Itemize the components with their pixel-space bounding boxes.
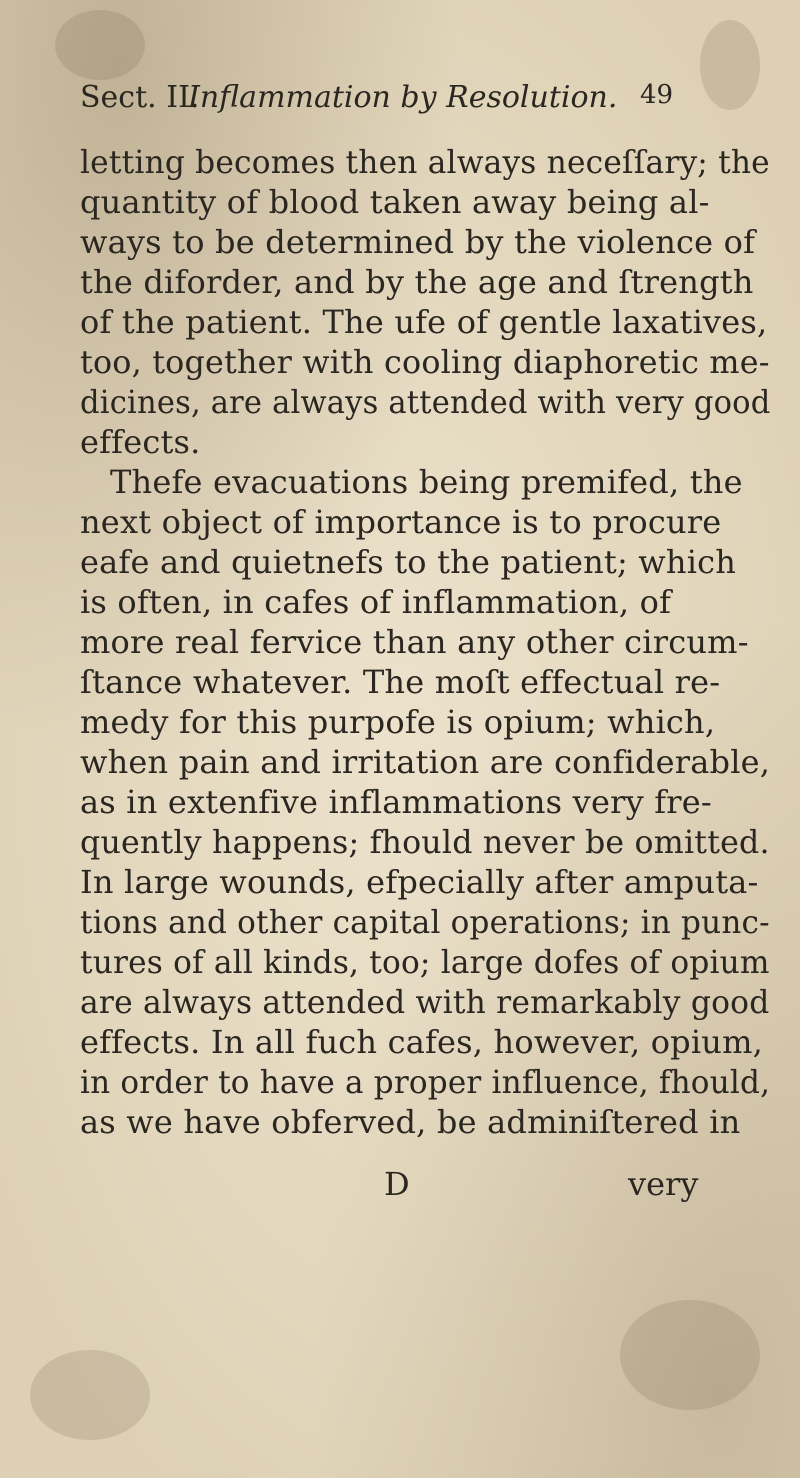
paper-stain (700, 20, 760, 110)
text-line: when pain and irritation are confiderable, (80, 743, 771, 781)
text-line: are always attended with remarkably good (80, 983, 770, 1021)
text-line: tions and other capital operations; in punc- (80, 903, 770, 941)
text-line: Thefe evacuations being premifed, the (110, 463, 743, 501)
text-line: the diforder, and by the age and ſtrength (80, 263, 754, 301)
text-line: effects. (80, 423, 201, 461)
text-line: as in extenfive inflammations very fre- (80, 783, 712, 821)
text-line: too, together with cooling diaphoretic me- (80, 343, 770, 381)
text-line: eafe and quietnefs to the patient; which (80, 543, 737, 581)
text-line: more real fervice than any other circum- (80, 623, 749, 661)
text-line: in order to have a proper influence, fhould, (80, 1063, 771, 1101)
text-line: medy for this purpofe is opium; which, (80, 703, 716, 741)
text-line: effects. In all fuch cafes, however, opium, (80, 1023, 764, 1061)
text-line: dicines, are always attended with very good (80, 383, 771, 421)
section-label: Sect. II. (80, 80, 200, 115)
text-line: ways to be determined by the violence of (80, 223, 756, 261)
paper-stain (620, 1300, 760, 1410)
running-title: Inflammation by Resolution. (188, 80, 618, 115)
text-line: is often, in cafes of inflammation, of (80, 583, 672, 621)
text-line: In large wounds, efpecially after amputa- (80, 863, 759, 901)
text-line: of the patient. The ufe of gentle laxatives, (80, 303, 768, 341)
text-line: quantity of blood taken away being al- (80, 183, 710, 221)
signature-mark: D (384, 1165, 410, 1203)
text-line: next object of importance is to procure (80, 503, 722, 541)
page-number: 49 (640, 80, 674, 110)
text-line: as we have obferved, be adminiſtered in (80, 1103, 741, 1141)
running-header (80, 72, 680, 120)
text-line: tures of all kinds, too; large dofes of opium (80, 943, 770, 981)
text-line: quently happens; fhould never be omitted. (80, 823, 770, 861)
catchword: very (628, 1165, 699, 1203)
paper-stain (30, 1350, 150, 1440)
text-line: ſtance whatever. The moſt effectual re- (80, 663, 721, 701)
text-line: letting becomes then always neceſſary; the (80, 143, 770, 181)
paper-stain (55, 10, 145, 80)
